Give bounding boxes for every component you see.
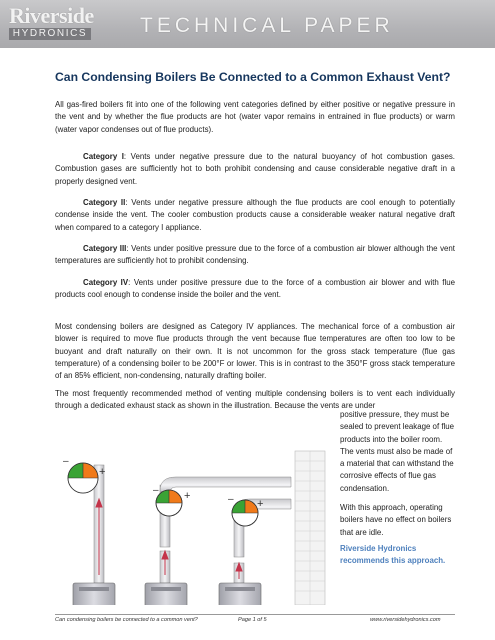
category-1-text: : Vents under negative pressure due to the natural buoyancy of hot combustion gases. Combustion gases are sufficiently hot to both prohibit condensing and cause considerable negative draft in a properly designed vent. [55, 152, 456, 186]
category-4-text: : Vents under positive pressure due to the force of a combustion air blower and with flue products cool enough to condense inside the boiler and the vent. [55, 278, 456, 300]
positive-sign-2: + [184, 490, 191, 502]
header-banner [0, 0, 495, 48]
category-2-label: Category II [83, 198, 126, 207]
boiler-3 [219, 583, 261, 605]
negative-sign-2: – [153, 485, 159, 496]
category-2-text: : Vents under negative pressure although the flue products are cool enough to potentially condense inside the vent. The cooler combustion products cause a considerable weaker natural negative draft when compared to a category I appliance. [55, 198, 456, 232]
category-4-paragraph [55, 277, 455, 302]
pressure-indicator-2 [156, 490, 182, 516]
negative-sign-1: – [63, 456, 69, 467]
category-3-paragraph [55, 243, 455, 268]
logo-wordmark: Riverside [9, 3, 94, 28]
footer-title: Can condensing boilers be connected to a common vent? [55, 617, 198, 623]
pressure-indicator-3 [232, 500, 258, 526]
positive-sign-1: + [99, 466, 106, 478]
boiler-2 [145, 583, 187, 605]
footer-page-number: Page 1 of 5 [238, 617, 267, 623]
building-wall [295, 451, 325, 605]
positive-sign-3: + [257, 498, 264, 510]
intro-paragraph: All gas-fired boilers fit into one of the following vent categories defined by either positive or negative pressure in the vent and by whether the flue products are hot (water vapor remains in entrained in flue products) or warm (water vapor condenses out of flue products). [55, 100, 455, 134]
pressure-indicator-1 [68, 463, 98, 493]
boiler-1 [73, 583, 115, 605]
category-4-label: Category IV [83, 278, 129, 287]
company-logo [9, 5, 105, 43]
condensing-boilers-paragraph: Most condensing boilers are designed as Category IV appliances. The mechanical force of a combustion air blower is required to move flue products through the vent because flue temperatures are often too low to be buoyant and draft naturally on their own. It is not uncommon for the gross stack temperature (flue gas temperature) of a condensing boiler to be 200°F or lower. This is in contrast to the 350°F gross stack temperature of an 85% efficient, non-condensing, naturally drafting boiler. [55, 322, 455, 381]
venting-method-paragraph: The most frequently recommended method of venting multiple condensing boilers is to vent each individually through a dedicated exhaust stack as shown in the illustration. Because the vents are under [55, 389, 455, 411]
side-text-positive-pressure: positive pressure, they must be sealed to prevent leakage of flue products into the boiler room. The vents must also be made of a material that can withstand the corrosive effects of flue gas condensation. [340, 410, 455, 493]
negative-sign-3: – [228, 494, 234, 505]
category-3-label: Category III [83, 244, 127, 253]
category-1-label: Category I [83, 152, 124, 161]
side-text-recommendation: Riverside Hydronics recommends this approach. [340, 544, 446, 566]
side-text-idle-boilers: With this approach, operating boilers have no effect on boilers that are idle. [340, 503, 452, 537]
category-2-paragraph [55, 197, 455, 234]
venting-illustration [55, 445, 340, 605]
vent-pipe-2 [160, 477, 291, 583]
category-3-text: : Vents under positive pressure due to the force of a combustion air blower although the vent temperatures are sufficiently hot to prohibit condensing. [55, 244, 455, 266]
category-1-paragraph [55, 151, 455, 188]
logo-subtitle: HYDRONICS [9, 28, 91, 40]
header-title: TECHNICAL PAPER [140, 14, 394, 37]
footer-website: www.riversidehydronics.com [370, 617, 441, 623]
document-title: Can Condensing Boilers Be Connected to a Common Exhaust Vent? [55, 70, 451, 84]
footer-divider [55, 614, 455, 615]
